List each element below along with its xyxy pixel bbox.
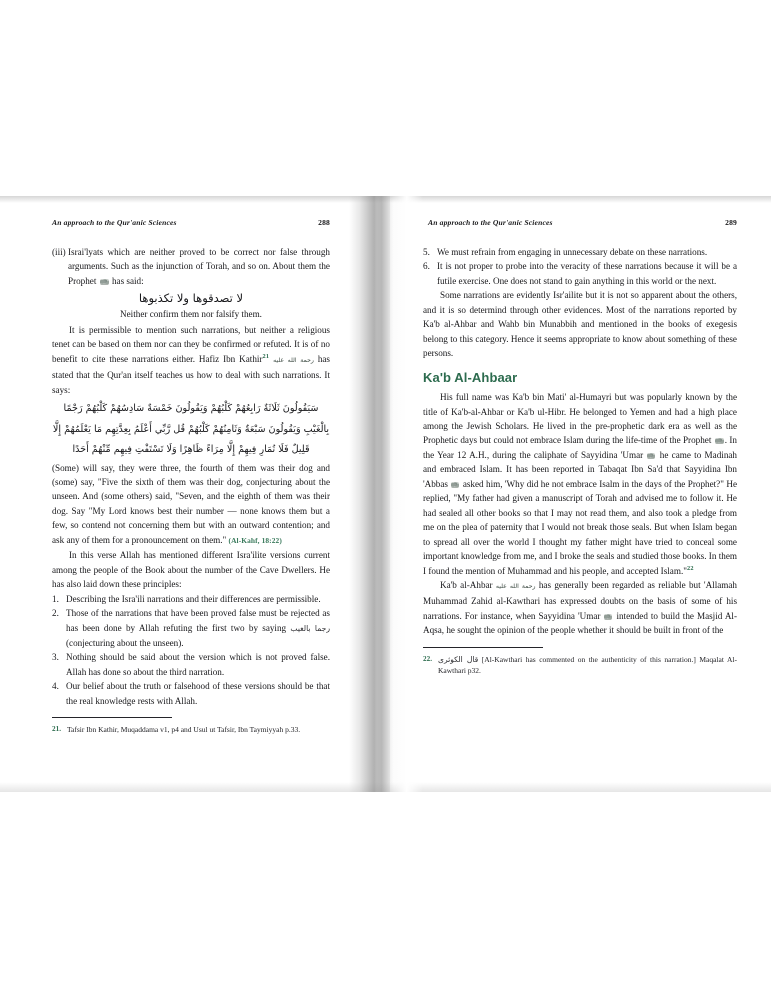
list-marker: 2. (52, 608, 59, 619)
list-item (423, 259, 737, 288)
footnote-separator-rule (52, 717, 172, 718)
radiyallahu-anhu-icon (647, 453, 655, 459)
radiyallahu-anhu-icon (451, 482, 459, 488)
paragraph-some-narrations: Some narrations are evidently Isr'ailite but it is not so apparent about the others, and it is so determind through other evidences. Most of the narrations reported by Ka'b al-Ahbar and Wahb bin Munabbih and mentioned in the books of exegesis belong to this category. Hence it seems appropriate to know about something of these persons. (423, 290, 737, 359)
list-item (52, 245, 330, 288)
list-item (52, 679, 330, 708)
left-page (0, 196, 348, 792)
footnote-arabic-qala-al-kawthari: قال الكوثرى (438, 654, 479, 664)
list-marker: 3. (52, 652, 59, 663)
arabic-phrase-rajman-bilghayb: رجما بالغيب (290, 623, 330, 633)
list-item (423, 245, 737, 259)
footnotes-right (423, 654, 737, 677)
list-marker: 4. (52, 681, 59, 692)
quran-verse-line-1: سَيَقُولُونَ ثَلَاثَةٌ رَابِعُهُمْ كَلْبُهُمْ وَيَقُولُونَ خَمْسَةٌ سَادِسُهُمْ كَلْبُهُمْ رَجْمًا (63, 403, 319, 415)
running-head-left (52, 218, 330, 227)
footnote-text: قال الكوثرى [Al-Kawthari has commented on the authenticity of this narration.] Maqalat Al-Kawthari p32. (438, 654, 737, 676)
list-item-text: Those of the narrations that have been proved false must be rejected as has been done by Allah refuting the first two by saying رجما بالغيب (conjecturing about the unseen). (66, 608, 330, 649)
page-number-right: 289 (725, 218, 737, 227)
right-page-body (423, 245, 737, 677)
running-head-title: An approach to the Qur'anic Sciences (428, 218, 553, 227)
page-number-left: 288 (318, 218, 330, 227)
running-head-title: An approach to the Qur'anic Sciences (52, 218, 177, 227)
list-item-text: Nothing should be said about the version which is not proved false. Allah has done so about the third narration. (66, 652, 330, 677)
quran-verse-line-3: قَلِيلٌ فَلَا تُمَارِ فِيهِمْ إِلَّا مِرَاءً ظَاهِرًا وَلَا تَسْتَفْتِ فِيهِم مِّنْهُمْ أَحَدًا (72, 444, 310, 456)
footnote-separator-rule (423, 647, 543, 648)
section-heading-kab-al-ahbaar: Ka'b Al-Ahbaar (423, 369, 518, 385)
list-marker: (iii) (52, 247, 66, 257)
footnote-number: 22. (423, 654, 432, 663)
list-item (52, 650, 330, 679)
hadith-arabic: لا تصدقوها ولا تكذبوها (138, 291, 244, 306)
sallallahu-alayhi-wasallam-icon (715, 438, 724, 444)
footnote-text: Tafsir Ibn Kathir, Muqaddama v1, p4 and Usul ut Tafsir, Ibn Taymiyyah p.33. (67, 725, 301, 735)
footnote-item (52, 724, 330, 736)
quran-verse-line-2: بِالْغَيْبِ وَيَقُولُونَ سَبْعَةٌ وَثَامِنُهُمْ كَلْبُهُمْ قُل رَّبِّي أَعْلَمُ بِعِدَّتِهِم مَا يَعْلَمُهُمْ إِلَّا (52, 423, 330, 435)
footnote-item (423, 654, 737, 677)
quran-translation: (Some) will say, they were three, the fourth of them was their dog and (some) say, "Five the sixth of them was their dog, conjecturing about the unseen. And (some others) said, "Seven, and the eighth of them was their dog. Say "My Lord knows best their number — none knows them but a few, so contend not concerning them but with an outward contention; and ask any of them for a pronouncement on them." (Al-Kahf, 18:22) (52, 462, 330, 545)
list-item-text: Describing the Isra'ili narrations and their differences are permissible. (66, 593, 321, 604)
list-item-text: We must refrain from engaging in unnecessary debate on these narrations. (437, 247, 708, 257)
sallallahu-alayhi-wasallam-icon (100, 279, 109, 285)
footnote-ref-21[interactable]: 21 (262, 352, 270, 360)
list-item-text: It is not proper to probe into the veracity of these narrations because it will be a futile exercise. One does not stand to gain anything in this world or the next. (437, 261, 737, 286)
book-spread (0, 196, 771, 792)
footnotes-left (52, 724, 330, 736)
rahimahullah-honorific: رحمة الله عليه (273, 356, 314, 364)
right-page (423, 196, 771, 792)
hadith-translation: Neither confirm them nor falsify them. (120, 309, 262, 320)
radiyallahu-anhu-icon (604, 614, 612, 620)
list-item-text: Israi'lyats which are neither proved to be correct nor false through arguments. Such as the injunction of Torah, and so on. About them the Prophet has said: (68, 247, 330, 286)
list-item (52, 592, 330, 606)
footnote-ref-22[interactable]: 22 (686, 564, 694, 572)
paragraph-full-name: His full name was Ka'b bin Mati' al-Humayri but was popularly known by the title of Ka'b-al-Ahbar or Ka'b ul-Hibr. He belonged to Yemen and had a high place among the Jewish Scholars. He lived in the pre-prophetic dark era as well as the Prophetic days but could not embrace Islam during the life-time of the Prophet . In the Year 12 A.H., during the caliphate of Sayyidina 'Umar he came to Madinah and embraced Islam. It has been reported in Tabaqat Ibn Sa'd that Sayyidina Ibn 'Abbas asked him, 'Why did he not embrace Isalm in the days of the Prophet?" He replied, "My father had given a manuscript of Torah and advised me to follow it. He had sealed all other books so that I may not read them, and also took a pledge from me on the plea of paternity that I would not break those seals. But when Islam began to spread all over the world I thought my father might have tried to conceal some important knowledge from me, and I broke the seals and studied those books. In them I found the mention of Muhammad and his people, and accepted Islam."$^{22}$ (423, 392, 737, 576)
paragraph-kab-reliability: Ka'b al-Ahbar رحمة الله عليه has generally been regarded as reliable but 'Allamah Muhammad Zahid al-Kawthari has expressed doubts on the basis of some of his narrations. For instance, when Sayyidina 'Umar intended to build the Masjid Al-Aqsa, he sought the opinion of the people whether it should be built in front of the (423, 579, 737, 636)
left-page-body (52, 245, 330, 736)
rahimahullah-honorific: رحمة الله عليه (495, 582, 536, 590)
list-marker: 1. (52, 593, 59, 604)
book-spine-shadow (376, 196, 390, 792)
book-gutter-shadow (349, 196, 423, 792)
list-marker: 5. (423, 247, 430, 257)
paragraph-permissible: It is permissible to mention such narrations, but neither a religious tenet can be based on them nor can they be confirmed or refuted. It is of no benefit to cite these narrations either. Hafiz Ibn Kathir$^{21}$ رحمة الله عليه has stated that the Qur'an itself teaches us how to deal with such narrations. It says: (52, 324, 330, 395)
footnote-number: 21. (52, 725, 61, 734)
quran-citation: (Al-Kahf, 18:22) (228, 535, 282, 545)
list-item-text: Our belief about the truth or falsehood of these versions should be that the real knowledge rests with Allah. (66, 681, 330, 706)
running-head-right (423, 218, 737, 227)
list-marker: 6. (423, 261, 430, 272)
paragraph-in-this-verse: In this verse Allah has mentioned different Isra'ilite versions current among the people of the Book about the number of the Cave Dwellers. He has also laid down these principles: (52, 550, 330, 590)
list-item (52, 606, 330, 650)
